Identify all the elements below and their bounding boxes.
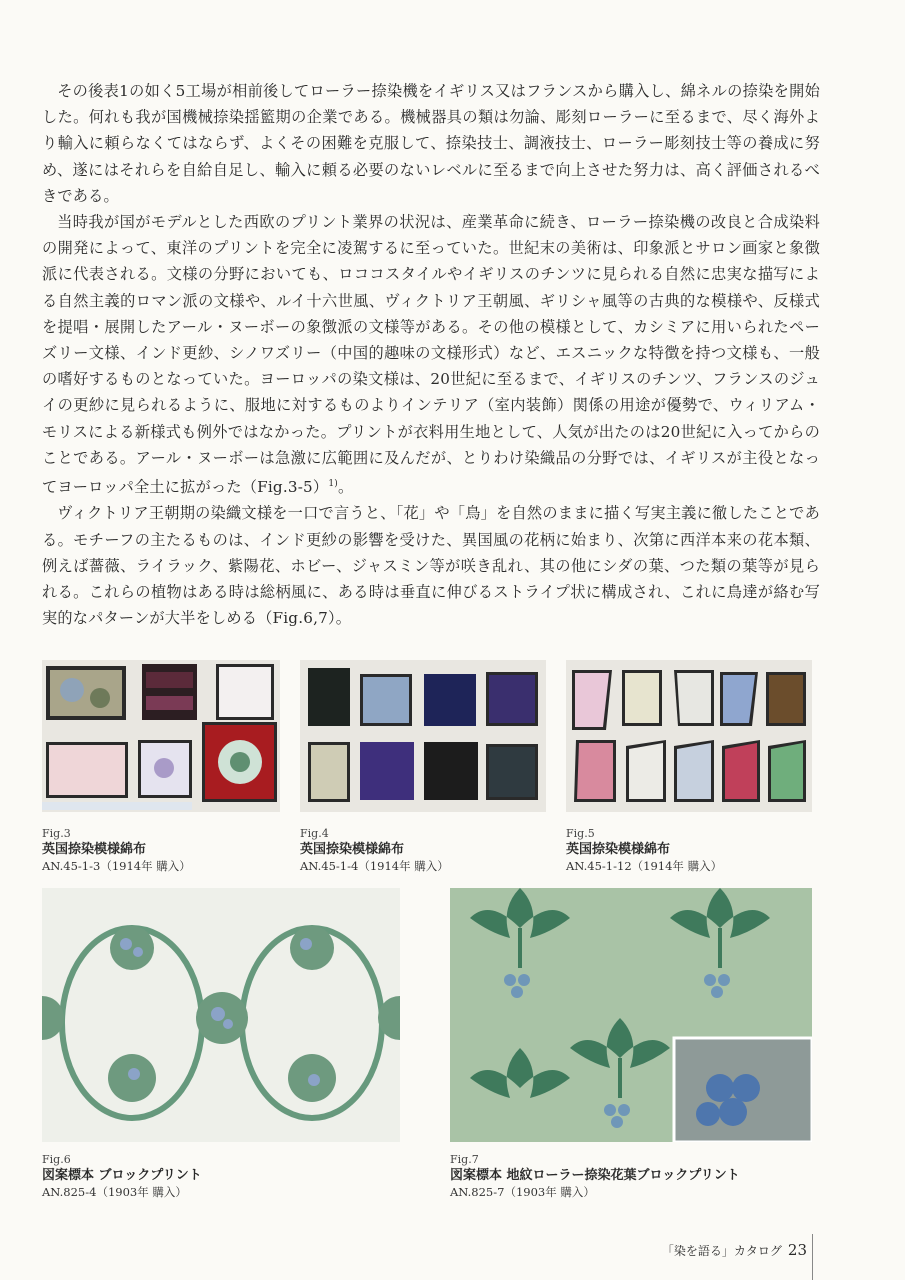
fig4-title: 英国捺染模様綿布 — [300, 842, 405, 857]
fig7-pattern — [450, 888, 812, 1142]
fig3-photo — [42, 660, 280, 812]
fig5-accession: AN.45-1-12（1914年 購入） — [566, 859, 723, 873]
fig6-photo — [42, 888, 400, 1142]
fig6-accession: AN.825-4（1903年 購入） — [42, 1185, 187, 1199]
paragraph-1: その後表1の如く5工場が相前後してローラー捺染機をイギリス又はフランスから購入し、綿ネルの捺染を開始した。何れも我が国機械捺染揺籃期の企業である。機械器具の類は勿論、彫刻ローラーに至るまで、尽く海外より輸入に頼らなくてはならず、よくその困難を克服して、捺染技士、調液技士、ローラー彫刻技士等の養成に努め、遂にはそれらを自給自足し、輸入に頼る必要のないレベルに至るまで向上させた努力は、高く評価されるべきである。 — [42, 82, 820, 205]
footer-label: 「染を語る」カタログ — [661, 1244, 782, 1258]
fig5-caption — [566, 826, 722, 874]
fig5-number: Fig.5 — [566, 827, 595, 840]
fig3-accession: AN.45-1-3（1914年 購入） — [42, 859, 191, 873]
fig5-title: 英国捺染模様綿布 — [566, 842, 671, 857]
fig7-title: 図案標本 地紋ローラー捺染花葉ブロックプリント — [450, 1168, 740, 1183]
fig6-pattern — [42, 888, 400, 1142]
fig4-photo — [300, 660, 546, 812]
fig6-number: Fig.6 — [42, 1153, 71, 1166]
fig7-photo — [450, 888, 812, 1142]
fig3-number: Fig.3 — [42, 827, 71, 840]
paragraph-3: ヴィクトリア王朝期の染織文様を一口で言うと、「花」や「鳥」を自然のままに描く写実主義に徹したことである。モチーフの主たるものは、インド更紗の影響を受けた、異国風の花柄に始まり、次第に西洋本来の花本類、例えば薔薇、ライラック、紫陽花、ホビー、ジャスミン等が咲き乱れ、其の他にシダの葉、つた類の葉等が見られる。これらの植物はある時は総柄風に、ある時は垂直に伸びるストライプ状に構成され、これに鳥達が絡む写実的なパターンが大半をしめる（Fig.6,7）。 — [42, 504, 820, 628]
body-text — [42, 78, 820, 631]
paragraph-2: 当時我が国がモデルとした西欧のプリント業界の状況は、産業革命に続き、ローラー捺染機の改良と合成染料の開発によって、東洋のプリントを完全に凌駕するに至っていた。世紀末の美術は、印象派とサロン画家と象徴派に代表される。文様の分野においても、ロココスタイルやイギリスのチンツに見られる自然に忠実な描写による自然主義的ロマン派の文様や、ルイ十六世風、ヴィクトリア王朝風、ギリシャ風等の古典的な模様や、反様式を提唱・展開したアール・ヌーボーの象徴派の文様等がある。その他の模様として、カシミアに用いられたペーズリー文様、インド更紗、シノワズリー（中国的趣味の文様形式）など、エスニックな特徴を持つ文様も、一般の嗜好するものとなっていた。ヨーロッパの染文様は、20世紀に至るまで、イギリスのチンツ、フランスのジュイの更紗に見られるように、服地に対するものよりインテリア（室内装飾）関係の用途が優勢で、ウィリアム・モリスによる新様式も例外ではなかった。プリントが衣料用生地として、人気が出たのは20世紀に入ってからのことである。アール・ヌーボーは急激に広範囲に及んだが、とりわけ染織品の分野では、イギリスが主役となってヨーロッパ全土に拡がった$(Fig.3-5)^{1)}$。 — [42, 213, 820, 497]
fig3-title: 英国捺染模様綿布 — [42, 842, 147, 857]
fig3-swatches — [42, 660, 280, 812]
fig7-number: Fig.7 — [450, 1153, 479, 1166]
fig3-caption — [42, 826, 191, 874]
fig7-accession: AN.825-7（1903年 購入） — [450, 1185, 595, 1199]
fig7-caption — [450, 1152, 740, 1200]
page-footer — [662, 1241, 807, 1259]
fig5-photo — [566, 660, 812, 812]
fig4-number: Fig.4 — [300, 827, 329, 840]
fig4-caption — [300, 826, 449, 874]
page-number: 23 — [787, 1241, 807, 1259]
fig4-swatches — [300, 660, 546, 812]
fig6-title: 図案標本 ブロックプリント — [42, 1168, 202, 1183]
fig4-accession: AN.45-1-4（1914年 購入） — [300, 859, 449, 873]
footer-rule — [812, 1234, 813, 1280]
fig5-swatches — [566, 660, 812, 812]
footnote-ref: 1) — [328, 479, 338, 490]
fig6-caption — [42, 1152, 202, 1200]
